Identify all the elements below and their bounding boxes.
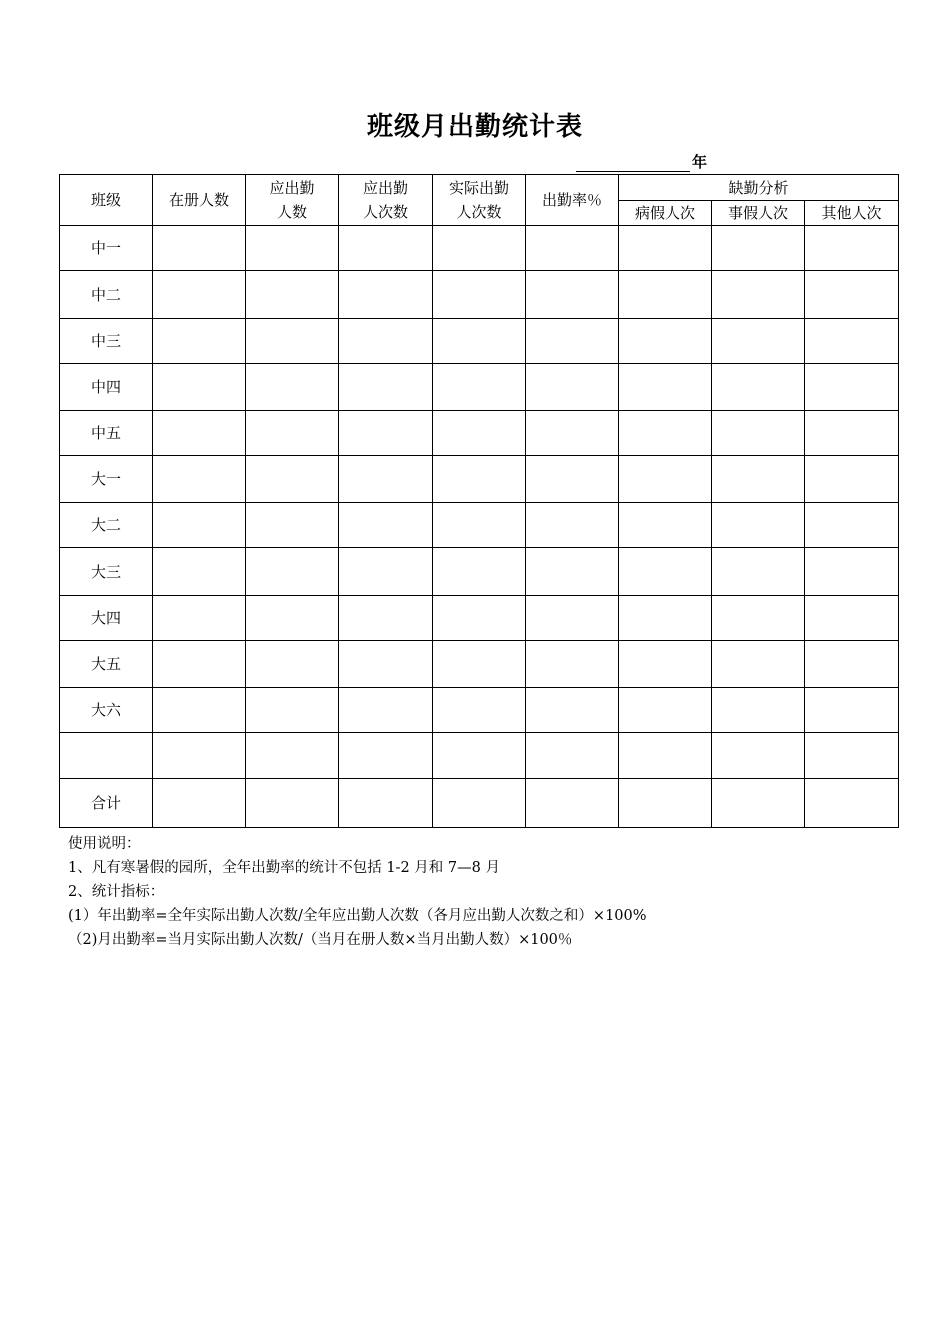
data-entry-cell[interactable] xyxy=(526,596,619,641)
header-actual-line2: 人次数 xyxy=(456,203,502,221)
year-blank-underline[interactable] xyxy=(576,155,690,172)
header-personal: 事假人次 xyxy=(712,201,805,226)
header-expected-times-line2: 人次数 xyxy=(362,203,408,221)
data-entry-cell[interactable] xyxy=(619,364,712,411)
table-row xyxy=(60,503,899,548)
data-entry-cell[interactable] xyxy=(339,456,433,503)
data-entry-cell[interactable] xyxy=(339,641,433,688)
data-entry-cell[interactable] xyxy=(339,733,433,779)
header-rate: 出勤率％ xyxy=(526,175,619,226)
data-entry-cell[interactable] xyxy=(619,688,712,733)
data-entry-cell[interactable] xyxy=(433,503,526,548)
class-name-cell: 中一 xyxy=(60,226,153,271)
data-entry-cell[interactable] xyxy=(433,641,526,688)
data-entry-cell[interactable] xyxy=(712,319,805,364)
class-name-cell: 合计 xyxy=(60,779,153,828)
header-expected xyxy=(246,175,339,226)
header-class: 班级 xyxy=(60,175,153,226)
data-entry-cell[interactable] xyxy=(246,733,339,779)
header-expected-line2: 人数 xyxy=(276,203,307,221)
data-entry-cell[interactable] xyxy=(805,271,899,319)
data-entry-cell[interactable] xyxy=(805,456,899,503)
table-row xyxy=(60,596,899,641)
table-row xyxy=(60,456,899,503)
table-row xyxy=(60,779,899,828)
data-entry-cell[interactable] xyxy=(153,503,246,548)
class-name-cell: 中三 xyxy=(60,319,153,364)
data-entry-cell[interactable] xyxy=(619,733,712,779)
data-entry-cell[interactable] xyxy=(246,641,339,688)
data-entry-cell[interactable] xyxy=(712,641,805,688)
data-entry-cell[interactable] xyxy=(805,319,899,364)
data-entry-cell[interactable] xyxy=(246,596,339,641)
page-title: 班级月出勤统计表 xyxy=(366,112,583,142)
data-entry-cell[interactable] xyxy=(526,456,619,503)
data-entry-cell[interactable] xyxy=(246,548,339,596)
class-name-cell xyxy=(60,733,153,779)
data-entry-cell[interactable] xyxy=(246,503,339,548)
class-name-cell: 大六 xyxy=(60,688,153,733)
data-entry-cell[interactable] xyxy=(526,319,619,364)
table-row xyxy=(60,364,899,411)
header-actual-line1: 实际出勤 xyxy=(448,179,509,197)
data-entry-cell[interactable] xyxy=(805,733,899,779)
data-entry-cell[interactable] xyxy=(339,319,433,364)
header-row xyxy=(60,175,899,201)
class-name-cell: 中五 xyxy=(60,411,153,456)
data-entry-cell[interactable] xyxy=(339,688,433,733)
data-entry-cell[interactable] xyxy=(433,271,526,319)
table-row xyxy=(60,548,899,596)
data-entry-cell[interactable] xyxy=(526,503,619,548)
data-entry-cell[interactable] xyxy=(805,641,899,688)
data-entry-cell[interactable] xyxy=(805,411,899,456)
data-entry-cell[interactable] xyxy=(153,733,246,779)
data-entry-cell[interactable] xyxy=(246,271,339,319)
data-entry-cell[interactable] xyxy=(805,688,899,733)
data-entry-cell[interactable] xyxy=(433,411,526,456)
class-name-cell: 中二 xyxy=(60,271,153,319)
data-entry-cell[interactable] xyxy=(153,548,246,596)
data-entry-cell[interactable] xyxy=(712,456,805,503)
header-expected-times xyxy=(339,175,433,226)
data-entry-cell[interactable] xyxy=(712,271,805,319)
usage-notes xyxy=(68,832,647,952)
data-entry-cell[interactable] xyxy=(339,411,433,456)
data-entry-cell[interactable] xyxy=(153,688,246,733)
data-entry-cell[interactable] xyxy=(619,411,712,456)
table-row xyxy=(60,688,899,733)
data-entry-cell[interactable] xyxy=(526,779,619,828)
data-entry-cell[interactable] xyxy=(339,548,433,596)
data-entry-cell[interactable] xyxy=(526,688,619,733)
class-name-cell: 大一 xyxy=(60,456,153,503)
data-entry-cell[interactable] xyxy=(246,364,339,411)
data-entry-cell[interactable] xyxy=(619,456,712,503)
data-entry-cell[interactable] xyxy=(526,364,619,411)
data-entry-cell[interactable] xyxy=(339,779,433,828)
data-entry-cell[interactable] xyxy=(712,688,805,733)
data-entry-cell[interactable] xyxy=(805,548,899,596)
data-entry-cell[interactable] xyxy=(619,503,712,548)
data-entry-cell[interactable] xyxy=(153,596,246,641)
data-entry-cell[interactable] xyxy=(526,733,619,779)
attendance-table xyxy=(59,174,899,828)
header-absence-group: 缺勤分析 xyxy=(619,175,899,201)
data-entry-cell[interactable] xyxy=(805,364,899,411)
notes-line-4: （2)月出勤率=当月实际出勤人次数/（当月在册人数×当月出勤人数）×100％ xyxy=(68,932,573,948)
notes-line-1: 1、凡有寒暑假的园所，全年出勤率的统计不包括 1-2 月和 7—8 月 xyxy=(68,860,500,876)
header-sick: 病假人次 xyxy=(619,201,712,226)
class-name-cell: 大五 xyxy=(60,641,153,688)
data-entry-cell[interactable] xyxy=(712,364,805,411)
data-entry-cell[interactable] xyxy=(433,226,526,271)
data-entry-cell[interactable] xyxy=(246,688,339,733)
data-entry-cell[interactable] xyxy=(246,779,339,828)
table-row xyxy=(60,226,899,271)
data-entry-cell[interactable] xyxy=(805,503,899,548)
data-entry-cell[interactable] xyxy=(433,596,526,641)
year-field xyxy=(576,151,707,172)
class-name-cell: 大四 xyxy=(60,596,153,641)
data-entry-cell[interactable] xyxy=(712,548,805,596)
data-entry-cell[interactable] xyxy=(619,548,712,596)
data-entry-cell[interactable] xyxy=(339,596,433,641)
notes-line-2: 2、统计指标： xyxy=(68,884,165,900)
header-expected-times-line1: 应出勤 xyxy=(362,179,408,197)
data-entry-cell[interactable] xyxy=(526,641,619,688)
table-row xyxy=(60,733,899,779)
data-entry-cell[interactable] xyxy=(805,779,899,828)
data-entry-cell[interactable] xyxy=(433,319,526,364)
data-entry-cell[interactable] xyxy=(339,226,433,271)
data-entry-cell[interactable] xyxy=(712,733,805,779)
data-entry-cell[interactable] xyxy=(153,641,246,688)
class-name-cell: 大三 xyxy=(60,548,153,596)
data-entry-cell[interactable] xyxy=(712,779,805,828)
data-entry-cell[interactable] xyxy=(153,411,246,456)
data-entry-cell[interactable] xyxy=(153,271,246,319)
data-entry-cell[interactable] xyxy=(153,364,246,411)
data-entry-cell[interactable] xyxy=(619,641,712,688)
data-entry-cell[interactable] xyxy=(339,364,433,411)
data-entry-cell[interactable] xyxy=(712,503,805,548)
data-entry-cell[interactable] xyxy=(433,733,526,779)
data-entry-cell[interactable] xyxy=(526,411,619,456)
notes-line-3: (1）年出勤率=全年实际出勤人次数/全年应出勤人次数（各月应出勤人次数之和）×100% xyxy=(68,908,647,924)
data-entry-cell[interactable] xyxy=(619,226,712,271)
header-enrolled: 在册人数 xyxy=(153,175,246,226)
data-entry-cell[interactable] xyxy=(153,226,246,271)
notes-heading: 使用说明： xyxy=(68,836,141,852)
data-entry-cell[interactable] xyxy=(805,596,899,641)
table-row xyxy=(60,319,899,364)
data-entry-cell[interactable] xyxy=(339,271,433,319)
header-actual xyxy=(433,175,526,226)
class-name-cell: 大二 xyxy=(60,503,153,548)
class-name-cell: 中四 xyxy=(60,364,153,411)
data-entry-cell[interactable] xyxy=(153,779,246,828)
data-entry-cell[interactable] xyxy=(526,548,619,596)
data-entry-cell[interactable] xyxy=(805,226,899,271)
data-entry-cell[interactable] xyxy=(433,456,526,503)
data-entry-cell[interactable] xyxy=(433,548,526,596)
data-entry-cell[interactable] xyxy=(526,271,619,319)
table-row xyxy=(60,411,899,456)
data-entry-cell[interactable] xyxy=(619,319,712,364)
header-expected-line1: 应出勤 xyxy=(269,179,315,197)
header-other: 其他人次 xyxy=(805,201,899,226)
data-entry-cell[interactable] xyxy=(619,271,712,319)
data-entry-cell[interactable] xyxy=(153,319,246,364)
data-entry-cell[interactable] xyxy=(433,688,526,733)
table-row xyxy=(60,641,899,688)
data-entry-cell[interactable] xyxy=(619,596,712,641)
data-entry-cell[interactable] xyxy=(339,503,433,548)
data-entry-cell[interactable] xyxy=(246,319,339,364)
data-entry-cell[interactable] xyxy=(712,596,805,641)
data-entry-cell[interactable] xyxy=(619,779,712,828)
year-suffix: 年 xyxy=(692,153,708,171)
data-entry-cell[interactable] xyxy=(246,456,339,503)
data-entry-cell[interactable] xyxy=(433,779,526,828)
table-row xyxy=(60,271,899,319)
data-entry-cell[interactable] xyxy=(712,226,805,271)
data-entry-cell[interactable] xyxy=(526,226,619,271)
data-entry-cell[interactable] xyxy=(712,411,805,456)
data-entry-cell[interactable] xyxy=(246,411,339,456)
data-entry-cell[interactable] xyxy=(246,226,339,271)
data-entry-cell[interactable] xyxy=(153,456,246,503)
data-entry-cell[interactable] xyxy=(433,364,526,411)
